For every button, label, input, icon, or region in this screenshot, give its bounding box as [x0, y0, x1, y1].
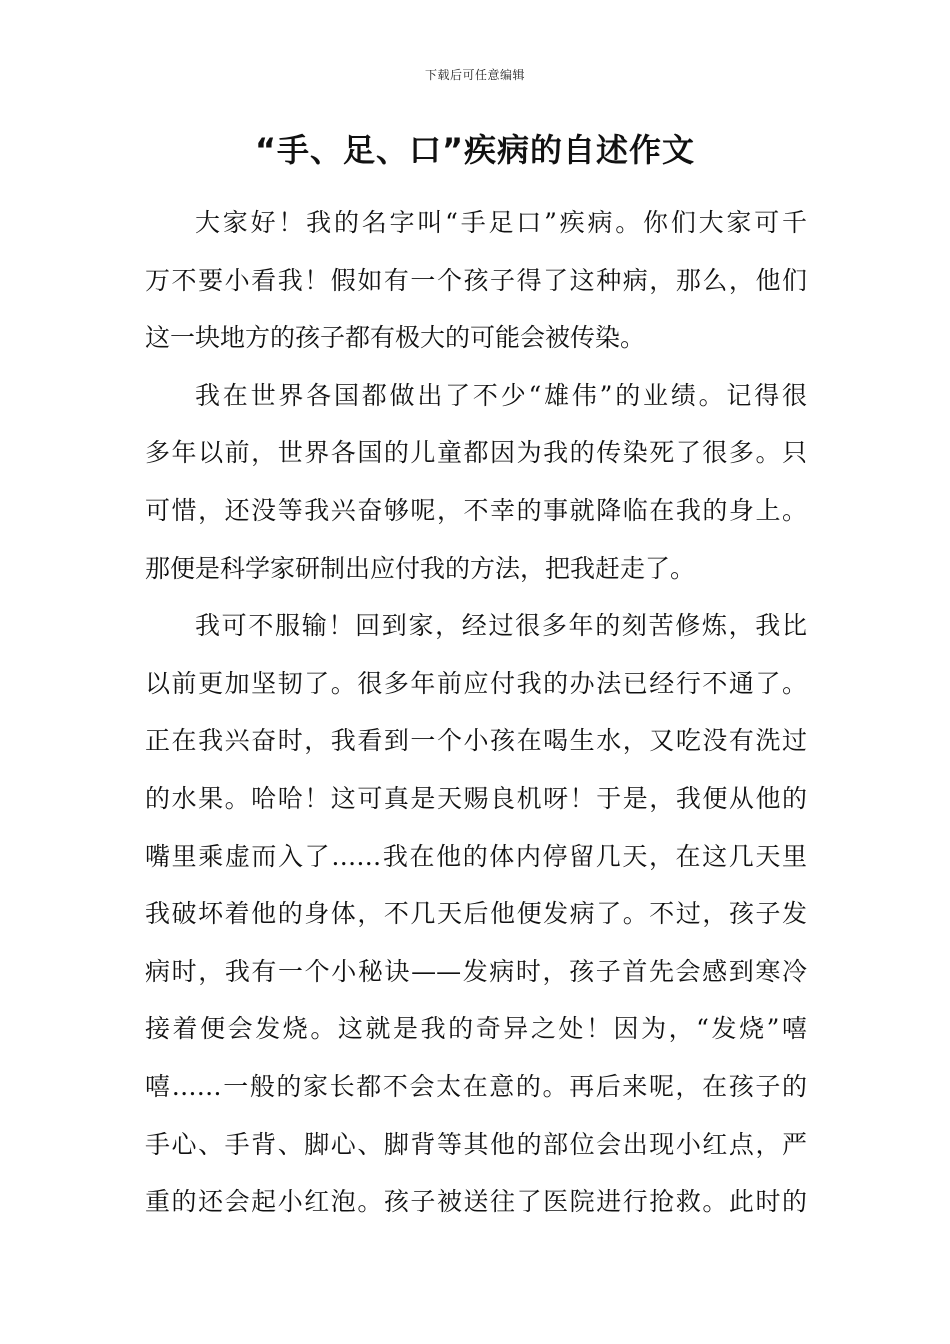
document-body: [145, 201, 807, 1238]
paragraph-3-line-8: 接着便会发烧。这就是我的奇异之处！因为，“发烧”嘻: [145, 1014, 807, 1044]
paragraph-3-line-11: 重的还会起小红泡。孩子被送往了医院进行抢救。此时的: [145, 1187, 807, 1217]
paragraph-1-line-1: 大家好！我的名字叫“手足口”疾病。你们大家可千: [195, 208, 807, 237]
paragraph-3-line-2: 以前更加坚韧了。很多年前应付我的办法已经行不通了。: [145, 668, 807, 698]
paragraph-3-line-4: 的水果。哈哈！这可真是天赐良机呀！于是，我便从他的: [145, 783, 807, 813]
paragraph-3-line-6: 我破坏着他的身体，不几天后他便发病了。不过，孩子发: [145, 899, 807, 929]
paragraph-2-line-1: 我在世界各国都做出了不少“雄伟”的业绩。记得很: [195, 380, 807, 410]
paragraph-3-line-3: 正在我兴奋时，我看到一个小孩在喝生水，又吃没有洗过: [145, 726, 807, 756]
paragraph-3-line-7: 病时，我有一个小秘诀——发病时，孩子首先会感到寒冷: [145, 956, 807, 986]
paragraph-2-line-4: 那便是科学家研制出应付我的方法，把我赶走了。: [145, 553, 696, 583]
paragraph-2-line-3: 可惜，还没等我兴奋够呢，不幸的事就降临在我的身上。: [145, 495, 807, 525]
paragraph-3-line-1: 我可不服输！回到家，经过很多年的刻苦修炼，我比: [195, 611, 807, 641]
paragraph-3-line-10: 手心、手背、脚心、脚背等其他的部位会出现小红点，严: [145, 1129, 807, 1159]
header-note: 下载后可任意编辑: [424, 68, 525, 82]
paragraph-1-line-3: 这一块地方的孩子都有极大的可能会被传染。: [145, 323, 646, 353]
paragraph-1-line-2: 万不要小看我！假如有一个孩子得了这种病，那么，他们: [145, 265, 807, 295]
document-title: “手、足、口”疾病的自述作文: [254, 131, 696, 169]
paragraph-3-line-9: 嘻……一般的家长都不会太在意的。再后来呢，在孩子的: [145, 1071, 807, 1101]
paragraph-3-line-5: 嘴里乘虚而入了……我在他的体内停留几天，在这几天里: [145, 841, 807, 871]
paragraph-2-line-2: 多年以前，世界各国的儿童都因为我的传染死了很多。只: [145, 438, 807, 468]
